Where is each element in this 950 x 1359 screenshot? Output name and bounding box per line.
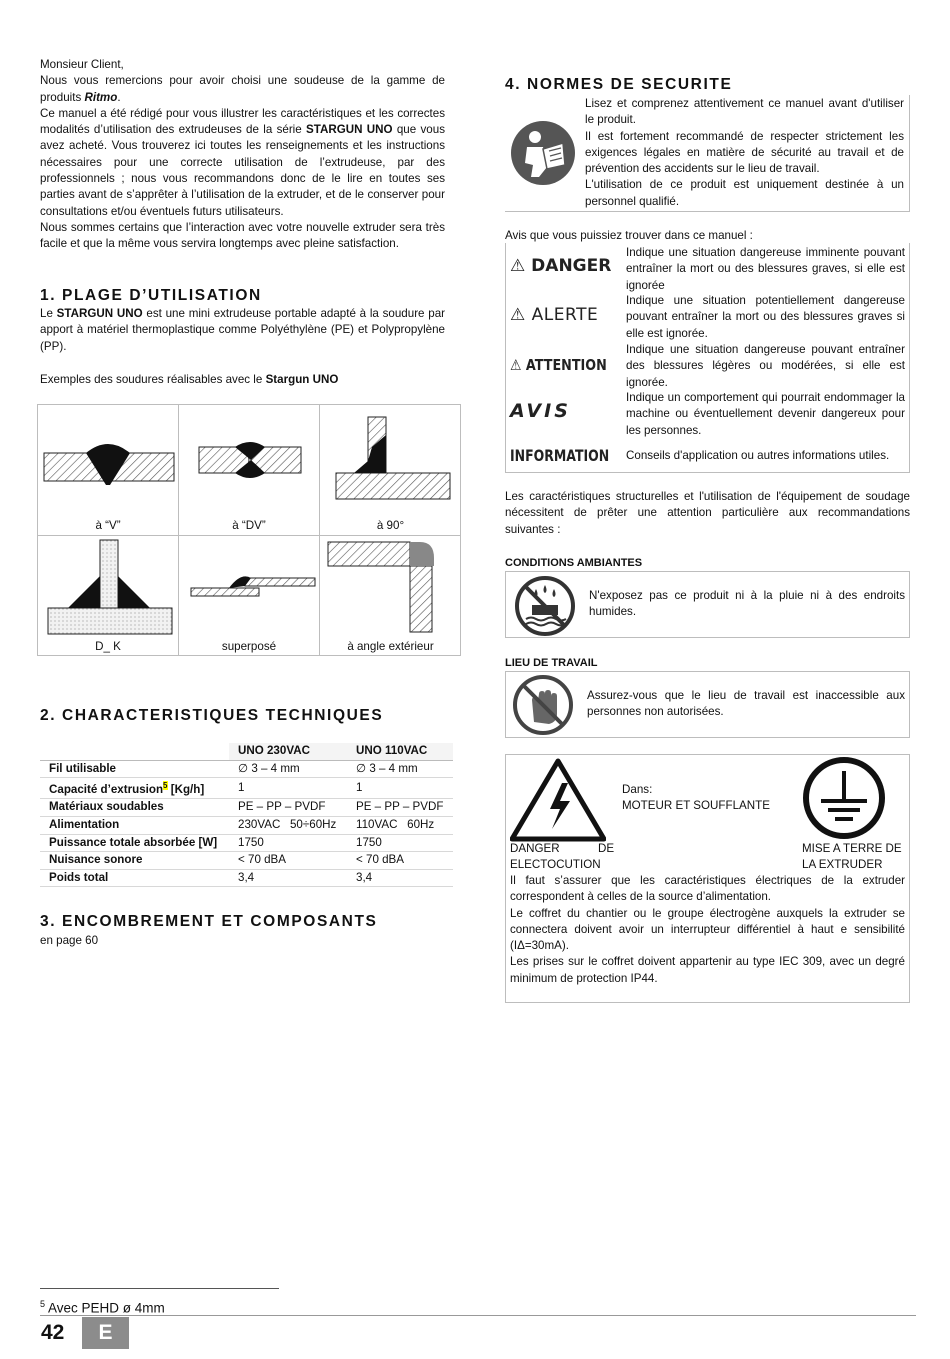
- footnote-mark: 5: [163, 781, 168, 791]
- information-description: Conseils d'application ou autres informations utiles.: [626, 449, 890, 462]
- specs-header-230: UNO 230VAC: [229, 743, 347, 760]
- weld-90: [320, 405, 461, 536]
- footnote: $^5$ Avec PEHD ø 4mm: [40, 1299, 165, 1316]
- table-row: Capacité d’extrusion$^5$ [Kg/h] 1 1: [40, 778, 453, 799]
- danger-electrocution-line1: DANGER: [510, 842, 560, 855]
- danger-electrocution-line2: ELECTOCUTION: [510, 858, 601, 871]
- dans-label: Dans:: [622, 783, 653, 796]
- warning-triangle-icon: ⚠: [510, 356, 522, 374]
- weld-label-v: à “V”: [95, 519, 121, 532]
- workplace-title: LIEU DE TRAVAIL: [505, 657, 598, 669]
- table-row: Poids total 3,4 3,4: [40, 869, 453, 887]
- page-number: 42: [41, 1321, 65, 1344]
- intro-paragraph-1: Nous vous remercions pour avoir choisi une soudeuse de la gamme de produits Ritmo.: [40, 74, 445, 104]
- footer-rule: [40, 1315, 916, 1316]
- intro-text: [40, 57, 445, 253]
- avis-signal: AVIS: [510, 400, 571, 422]
- intro-paragraph-2: Ce manuel a été rédigé pour vous illustrer les caractéristiques et les correctes modalités d’utilisation des extrudeuses de la série STARGUN UNO que vous avez acheté. Vous trouverez ici toutes les renseignements et les instructions nécessaires pour une correcte utilisation de l’extrudeuse, par des professionnels ; nous vous recommandons donc de le lire en toutes ses parties avant de s’apprêter à l’utilisation de la extruder, et de le conserver pour consultations et/ou éventuels futurs utilisateurs.: [40, 106, 445, 218]
- moteur-label: MOTEUR ET SOUFFLANTE: [622, 799, 770, 812]
- weld-dk: [38, 536, 179, 656]
- avis-intro: Avis que vous puissiez trouver dans ce manuel :: [505, 229, 753, 242]
- section-2-title: 2. CHARACTERISTIQUES TECHNIQUES: [40, 707, 384, 724]
- ground-label-line2: LA EXTRUDER: [802, 858, 883, 871]
- language-tab: E: [82, 1317, 129, 1349]
- weld-label-dk: D_ K: [95, 640, 121, 653]
- attention-description: Indique une situation dangereuse pouvant entraîner des blessures légères ou modérées, si elle est ignorée.: [626, 343, 905, 389]
- structural-note: Les caractéristiques structurelles et l'utilisation de l'équipement de soudage nécessitent de prêter une attention particulière aux recommandations suivantes :: [505, 490, 910, 536]
- electrical-text: Il faut s’assurer que les caractéristiques électriques de la extruder correspondent à celles de la source d’alimentation. Le coffret du chantier ou le groupe électrogène auxquels la extruder se connectera doivent avoir un interrupteur différentiel à haut e sensibilité (IΔ=30mA). Les prises sur le coffret doivent appartenir au type IEC 309, avec un degré minimum de protection IP44.: [510, 874, 905, 985]
- conditions-text: N'exposez pas ce produit ni à la pluie ni à des endroits humides.: [589, 589, 905, 619]
- weld-label-dv: à “DV”: [232, 519, 266, 532]
- attention-signal: ⚠ ATTENTION: [510, 356, 607, 374]
- workplace-box: [505, 671, 910, 738]
- danger-signal: ⚠ DANGER: [510, 256, 612, 276]
- table-row: Matériaux soudables PE – PP – PVDF PE – PP – PVDF: [40, 799, 453, 817]
- conditions-box: [505, 571, 910, 638]
- weld-label-outer-corner: à angle extérieur: [347, 640, 434, 653]
- footnote-rule: [40, 1288, 279, 1289]
- weld-dv: [179, 405, 320, 536]
- weld-examples-grid: [37, 404, 461, 656]
- weld-dk-drawing: [38, 536, 179, 636]
- no-access-icon: [512, 674, 574, 736]
- table-row: Nuisance sonore < 70 dBA < 70 dBA: [40, 852, 453, 870]
- electric-hazard-icon: [510, 757, 606, 843]
- weld-v: [38, 405, 179, 536]
- weld-overlap: [179, 536, 320, 656]
- section-1-text: Le STARGUN UNO est une mini extrudeuse portable adapté à la soudure par apport à matériel thermoplastique comme Polyéthylène (PE) et Polypropylène (PP).: [40, 307, 446, 353]
- intro-paragraph-3: Nous sommes certains que l’interaction avec votre nouvelle extruder sera très facile et que la même vous servira longtemps avec pleine satisfaction.: [40, 220, 445, 251]
- table-row: Alimentation 230VAC 50÷60Hz 110VAC 60Hz: [40, 816, 453, 834]
- specs-header-row: [40, 743, 453, 760]
- ground-icon: [801, 755, 887, 841]
- section-4-title: 4. NORMES DE SECURITE: [505, 76, 733, 93]
- weld-v-drawing: [38, 405, 179, 515]
- alerte-description: Indique une situation potentiellement dangereuse pouvant entraîner la mort ou des blessures graves si elle est ignorée.: [626, 294, 905, 340]
- weld-overlap-drawing: [179, 536, 320, 636]
- weld-outer-corner-drawing: [320, 536, 461, 636]
- information-signal: INFORMATION: [510, 446, 610, 465]
- weld-90-drawing: [320, 405, 461, 515]
- greeting: Monsieur Client,: [40, 58, 124, 71]
- conditions-title: CONDITIONS AMBIANTES: [505, 557, 643, 569]
- no-water-icon: [514, 575, 576, 637]
- warning-triangle-icon: ⚠: [510, 256, 526, 276]
- weld-label-90: à 90°: [376, 519, 405, 532]
- danger-description: Indique une situation dangereuse imminente pouvant entraîner la mort ou des blessures graves, si elle est ignorée: [626, 246, 905, 292]
- examples-caption: Exemples des soudures réalisables avec le Stargun UNO: [40, 373, 339, 386]
- avis-description: Indique un comportement qui pourrait endommager la machine ou éventuellement devenir dangereux pour les personnes.: [626, 391, 905, 437]
- read-manual-text: Lisez et comprenez attentivement ce manuel avant d'utiliser le produit. Il est fortement recommandé de respecter strictement les exigences légales en matière de sécurité au travail et de prévention des accidents sur le lieu de travail. L'utilisation de ce produit est uniquement destinée à un personnel qualifié.: [585, 97, 904, 208]
- weld-label-overlap: superposé: [221, 640, 277, 653]
- section-3-subtitle: en page 60: [40, 934, 99, 947]
- specs-table: [40, 743, 453, 887]
- specs-header-110: UNO 110VAC: [347, 743, 453, 760]
- read-manual-box: [505, 95, 910, 212]
- warning-triangle-icon: ⚠: [510, 305, 526, 325]
- electrical-box: [505, 754, 910, 1003]
- table-row: Fil utilisable ∅ 3 – 4 mm ∅ 3 – 4 mm: [40, 760, 453, 778]
- alerte-signal: ⚠ ALERTE: [510, 305, 599, 325]
- weld-dv-drawing: [179, 405, 320, 515]
- workplace-text: Assurez-vous que le lieu de travail est inaccessible aux personnes non autorisées.: [587, 689, 905, 719]
- danger-electrocution-de: DE: [598, 842, 615, 855]
- section-3-title: 3. ENCOMBREMENT ET COMPOSANTS: [40, 913, 378, 930]
- section-1-title: 1. PLAGE D’UTILISATION: [40, 287, 262, 304]
- weld-outer-corner: [320, 536, 461, 656]
- table-row: Puissance totale absorbée [W] 1750 1750: [40, 834, 453, 852]
- ground-label-line1: MISE A TERRE DE: [802, 842, 902, 855]
- read-manual-icon: [509, 119, 577, 187]
